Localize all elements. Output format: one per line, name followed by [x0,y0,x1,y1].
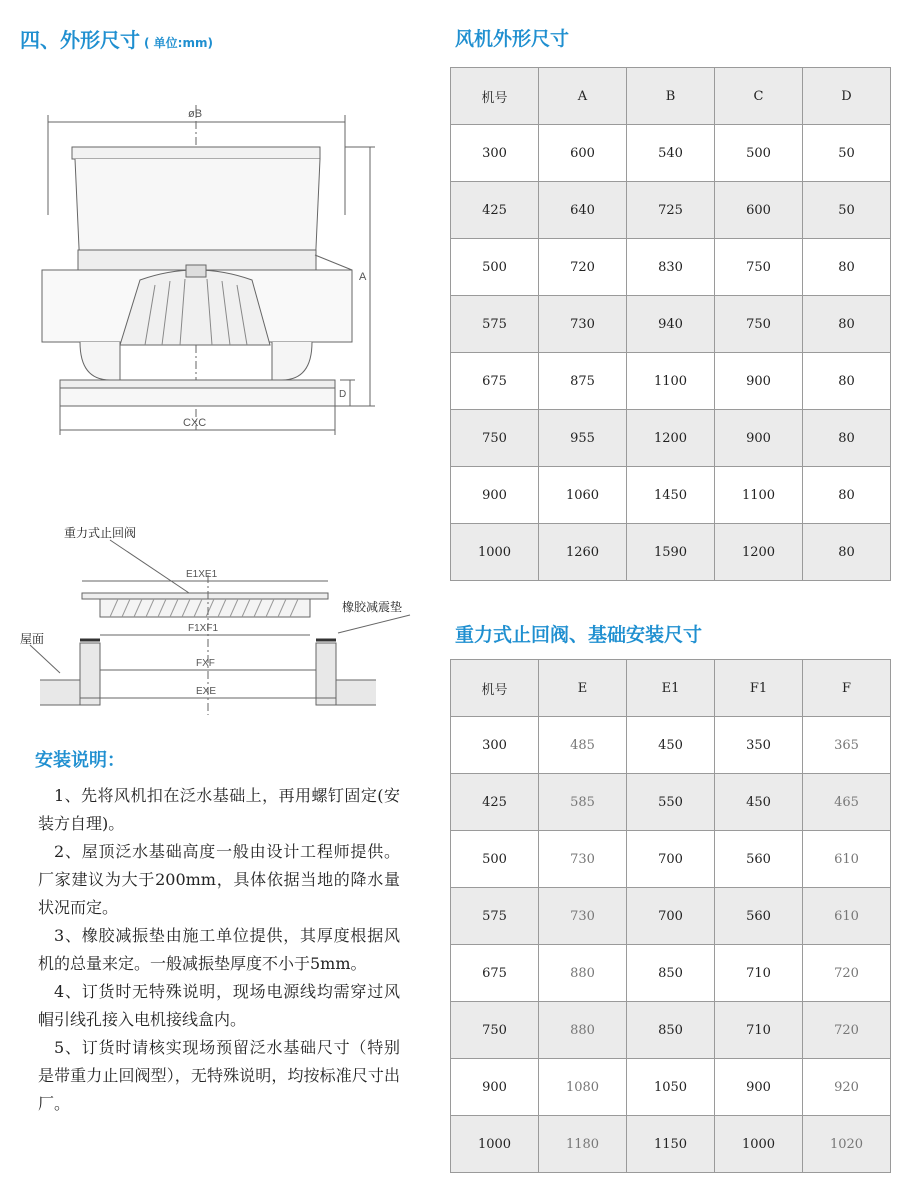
table-cell: 365 [803,717,891,774]
table-cell: 750 [715,296,803,353]
label-d: D [339,389,347,400]
label-valve: 重力式止回阀 [64,526,137,540]
table-cell: 575 [451,888,539,945]
label-rubber: 橡胶减震垫 [342,600,403,614]
install-item: 1、先将风机扣在泛水基础上，再用螺钉固定(安装方自理)。 [38,786,400,833]
header-cell: A [539,68,627,125]
table-cell: 600 [715,182,803,239]
fan-outline-drawing [20,95,420,440]
table-cell: 920 [803,1059,891,1116]
table-row [451,1116,891,1173]
table-cell: 750 [451,410,539,467]
table-row [451,831,891,888]
table-cell: 730 [539,888,627,945]
label-e1: E1XE1 [186,569,218,580]
table-cell: 1590 [627,524,715,581]
table-cell: 610 [803,831,891,888]
table-row [451,717,891,774]
table-row [451,296,891,353]
table-cell: 675 [451,353,539,410]
table-cell: 725 [627,182,715,239]
table-cell: 1100 [715,467,803,524]
table-cell: 300 [451,717,539,774]
valve-base-table [450,659,891,1173]
table-cell: 700 [627,831,715,888]
table-cell: 500 [451,831,539,888]
table-cell: 880 [539,1002,627,1059]
table-cell: 425 [451,182,539,239]
table-cell: 550 [627,774,715,831]
table-cell: 80 [803,239,891,296]
table-cell: 450 [627,717,715,774]
table-cell: 50 [803,182,891,239]
table-cell: 710 [715,945,803,1002]
header-cell: E1 [627,660,715,717]
table-cell: 610 [803,888,891,945]
label-roof: 屋面 [20,632,45,646]
table-cell: 465 [803,774,891,831]
header-cell: 机号 [451,68,539,125]
table-cell: 600 [539,125,627,182]
table-cell: 940 [627,296,715,353]
table-cell: 585 [539,774,627,831]
table-cell: 720 [539,239,627,296]
table-cell: 1080 [539,1059,627,1116]
header-cell: C [715,68,803,125]
table-header-row [451,68,891,125]
install-item: 3、橡胶减振垫由施工单位提供，其厚度根据风机的总量来定。一般减振垫厚度不小于5mm。 [38,926,400,973]
table-cell: 485 [539,717,627,774]
label-c: CXC [183,417,207,429]
table-cell: 540 [627,125,715,182]
table-cell: 1260 [539,524,627,581]
table-cell: 1000 [715,1116,803,1173]
header-cell: B [627,68,715,125]
label-a: A [359,271,367,283]
table-row [451,467,891,524]
table-cell: 425 [451,774,539,831]
table-cell: 500 [451,239,539,296]
table-cell: 1020 [803,1116,891,1173]
label-f1: F1XF1 [188,623,219,634]
header-cell: 机号 [451,660,539,717]
table-cell: 900 [451,467,539,524]
table-cell: 875 [539,353,627,410]
label-b: øB [188,108,203,120]
section-title-text: 四、外形尺寸 [20,28,140,52]
header-cell: F [803,660,891,717]
table-cell: 450 [715,774,803,831]
table-cell: 830 [627,239,715,296]
table-cell: 560 [715,888,803,945]
table-cell: 640 [539,182,627,239]
header-cell: D [803,68,891,125]
section-title [20,24,213,53]
valve-base-drawing [20,515,440,725]
table-row [451,1059,891,1116]
table-row [451,182,891,239]
fan-dimensions-table [450,67,891,581]
header-cell: E [539,660,627,717]
table-header-row [451,660,891,717]
table-cell: 1050 [627,1059,715,1116]
table-row [451,945,891,1002]
table-cell: 955 [539,410,627,467]
table-cell: 850 [627,1002,715,1059]
table-cell: 1000 [451,524,539,581]
table-cell: 1150 [627,1116,715,1173]
table-cell: 700 [627,888,715,945]
section-unit: ( 单位:mm) [144,36,213,50]
install-list [38,782,400,1118]
table-row [451,774,891,831]
table-cell: 900 [451,1059,539,1116]
table-cell: 675 [451,945,539,1002]
table-cell: 710 [715,1002,803,1059]
table-cell: 1000 [451,1116,539,1173]
table-cell: 750 [451,1002,539,1059]
table-cell: 900 [715,353,803,410]
table-cell: 880 [539,945,627,1002]
table-cell: 50 [803,125,891,182]
table-cell: 1450 [627,467,715,524]
table-cell: 1100 [627,353,715,410]
table-cell: 730 [539,831,627,888]
label-f: FXF [196,658,215,669]
table-cell: 1200 [627,410,715,467]
table-cell: 80 [803,353,891,410]
header-cell: F1 [715,660,803,717]
table-row [451,125,891,182]
install-item: 2、屋顶泛水基础高度一般由设计工程师提供。厂家建议为大于200mm，具体依据当地的降水量状况而定。 [38,842,400,917]
table-cell: 575 [451,296,539,353]
table-cell: 900 [715,410,803,467]
table-cell: 80 [803,467,891,524]
table-row [451,1002,891,1059]
table-cell: 1180 [539,1116,627,1173]
table-cell: 350 [715,717,803,774]
table2-title: 重力式止回阀、基础安装尺寸 [455,624,703,646]
table-row [451,524,891,581]
table-row [451,239,891,296]
install-item: 5、订货时请核实现场预留泛水基础尺寸（特别是带重力止回阀型），无特殊说明，均按标准尺寸出厂。 [38,1038,400,1113]
table-cell: 1200 [715,524,803,581]
table-cell: 750 [715,239,803,296]
table-cell: 80 [803,410,891,467]
install-item: 4、订货时无特殊说明，现场电源线均需穿过风帽引线孔接入电机接线盒内。 [38,982,400,1029]
table-cell: 80 [803,524,891,581]
table-cell: 850 [627,945,715,1002]
table-cell: 730 [539,296,627,353]
table-cell: 300 [451,125,539,182]
table-cell: 80 [803,296,891,353]
table-cell: 500 [715,125,803,182]
table-row [451,888,891,945]
label-e: EXE [196,686,217,697]
install-title: 安装说明： [35,750,125,771]
table-row [451,410,891,467]
table-cell: 720 [803,1002,891,1059]
table-cell: 720 [803,945,891,1002]
table-cell: 900 [715,1059,803,1116]
table-cell: 560 [715,831,803,888]
table-cell: 1060 [539,467,627,524]
table1-title: 风机外形尺寸 [455,28,570,50]
table-row [451,353,891,410]
